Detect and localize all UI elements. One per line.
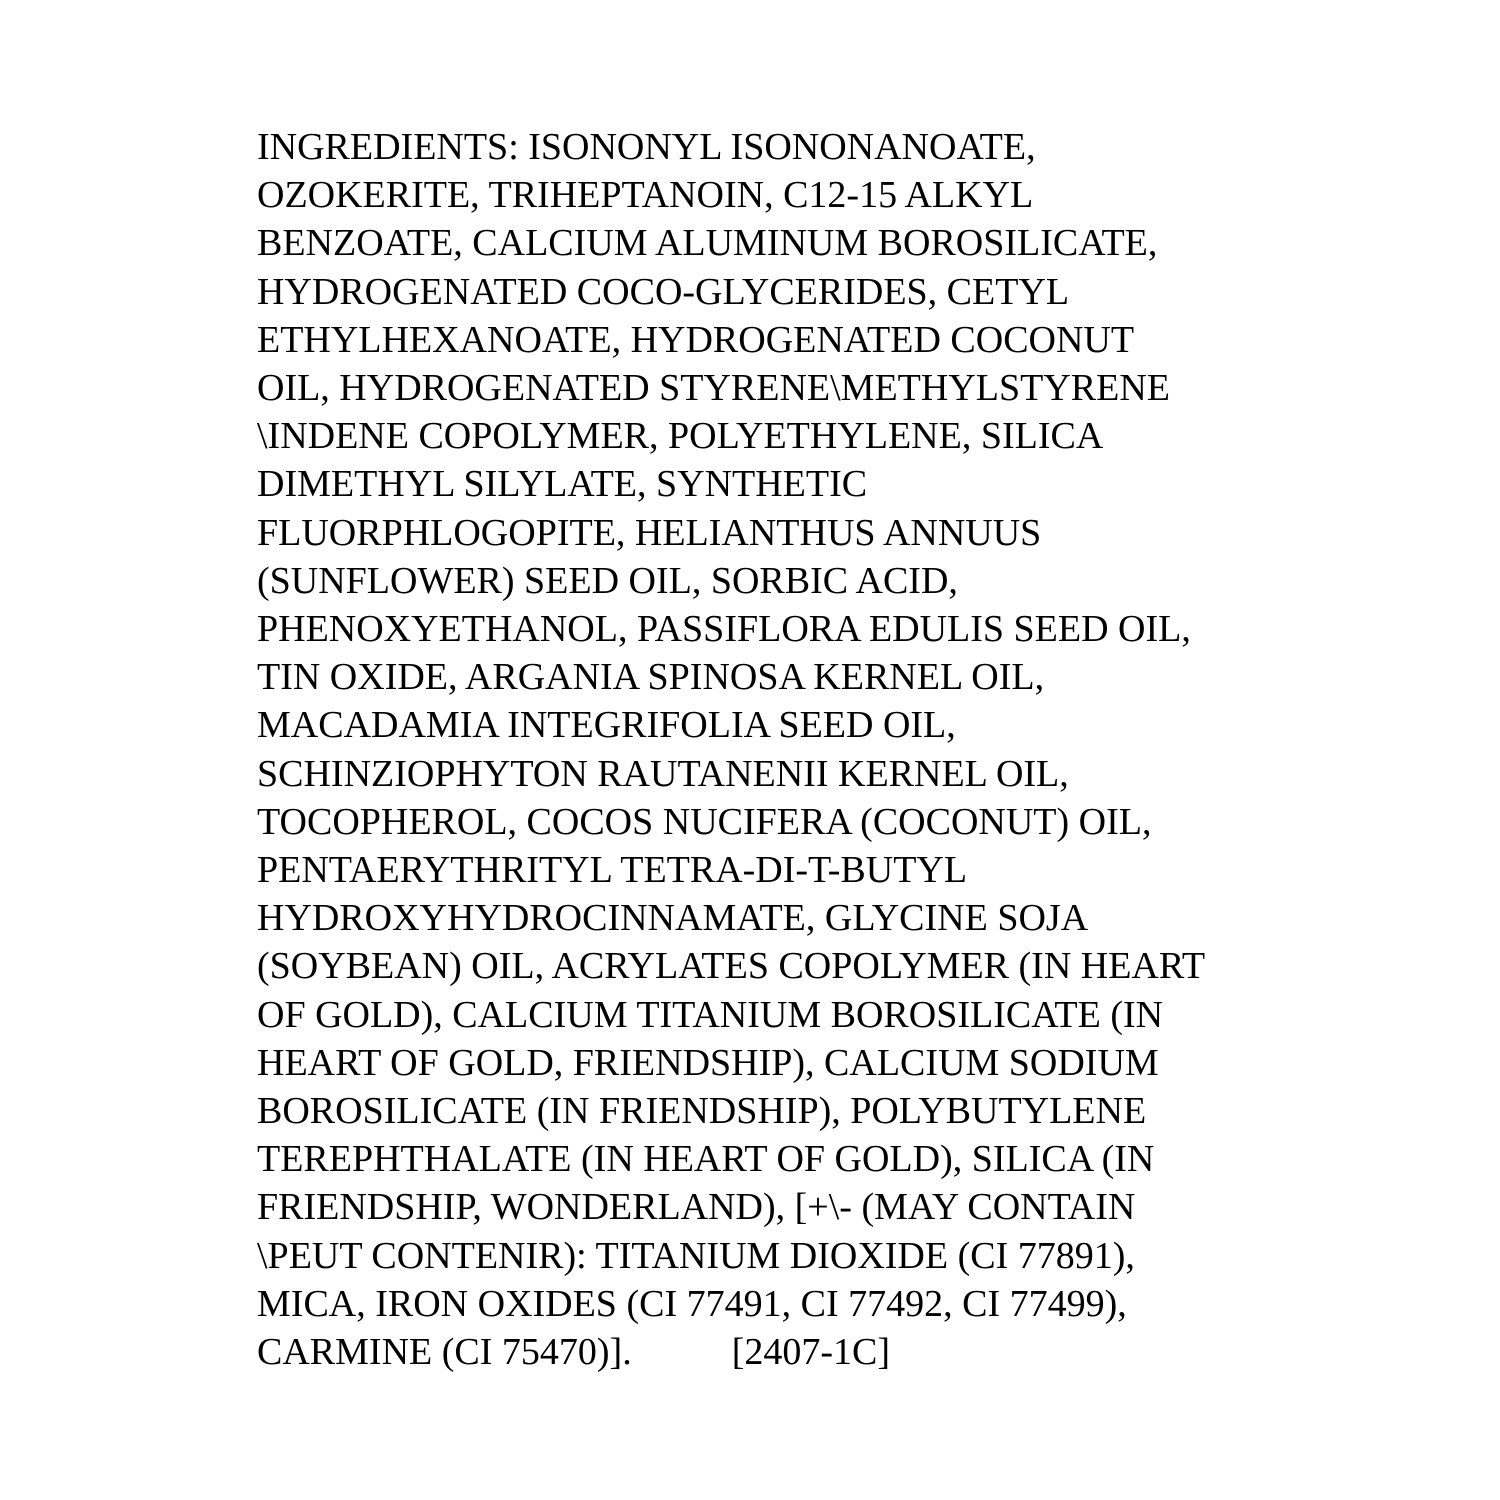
ingredients-line: (SOYBEAN) OIL, ACRYLATES COPOLYMER (IN HEART	[257, 945, 1206, 988]
ingredients-line: \INDENE COPOLYMER, POLYETHYLENE, SILICA	[257, 415, 1104, 458]
ingredients-line-text: CARMINE (CI 75470)].	[257, 1331, 632, 1374]
ingredients-line: DIMETHYL SILYLATE, SYNTHETIC	[257, 463, 868, 506]
ingredients-line: OZOKERITE, TRIHEPTANOIN, C12-15 ALKYL	[257, 174, 1034, 217]
ingredients-line: FRIENDSHIP, WONDERLAND), [+\- (MAY CONTAIN	[257, 1186, 1136, 1229]
ingredients-line: BOROSILICATE (IN FRIENDSHIP), POLYBUTYLENE	[257, 1090, 1147, 1133]
ingredients-line: MACADAMIA INTEGRIFOLIA SEED OIL,	[257, 704, 956, 747]
ingredients-line: HYDROGENATED COCO-GLYCERIDES, CETYL	[257, 270, 1070, 313]
ingredients-line: INGREDIENTS: ISONONYL ISONONANOATE,	[257, 126, 1036, 168]
ingredients-line: SCHINZIOPHYTON RAUTANENII KERNEL OIL,	[257, 752, 1069, 795]
ingredients-last-line	[257, 1328, 1477, 1376]
ingredients-line: ETHYLHEXANOATE, HYDROGENATED COCONUT	[257, 318, 1135, 361]
ingredients-list	[257, 123, 1477, 1376]
ingredients-line: OIL, HYDROGENATED STYRENE\METHYLSTYRENE	[257, 367, 1170, 410]
ingredients-line: TOCOPHEROL, COCOS NUCIFERA (COCONUT) OIL,	[257, 800, 1152, 843]
ingredients-line: MICA, IRON OXIDES (CI 77491, CI 77492, CI 77499),	[257, 1282, 1127, 1325]
ingredients-line: TIN OXIDE, ARGANIA SPINOSA KERNEL OIL,	[257, 656, 1045, 699]
ingredients-line: PENTAERYTHRITYL TETRA-DI-T-BUTYL	[257, 849, 968, 892]
ingredients-line: HEART OF GOLD, FRIENDSHIP), CALCIUM SODIUM	[257, 1041, 1159, 1084]
ingredients-line: OF GOLD), CALCIUM TITANIUM BOROSILICATE (IN	[257, 993, 1164, 1036]
ingredients-line: BENZOATE, CALCIUM ALUMINUM BOROSILICATE,	[257, 222, 1158, 265]
ingredients-line: PHENOXYETHANOL, PASSIFLORA EDULIS SEED OIL,	[257, 608, 1191, 651]
ingredients-line: FLUORPHLOGOPITE, HELIANTHUS ANNUUS	[257, 511, 1042, 554]
ingredients-line: TEREPHTHALATE (IN HEART OF GOLD), SILICA (IN	[257, 1138, 1155, 1181]
ingredients-line: HYDROXYHYDROCINNAMATE, GLYCINE SOJA	[257, 897, 1089, 940]
batch-code: [2407-1C]	[731, 1331, 891, 1374]
ingredients-line: \PEUT CONTENIR): TITANIUM DIOXIDE (CI 77891),	[257, 1234, 1135, 1277]
ingredients-line: (SUNFLOWER) SEED OIL, SORBIC ACID,	[257, 559, 958, 602]
